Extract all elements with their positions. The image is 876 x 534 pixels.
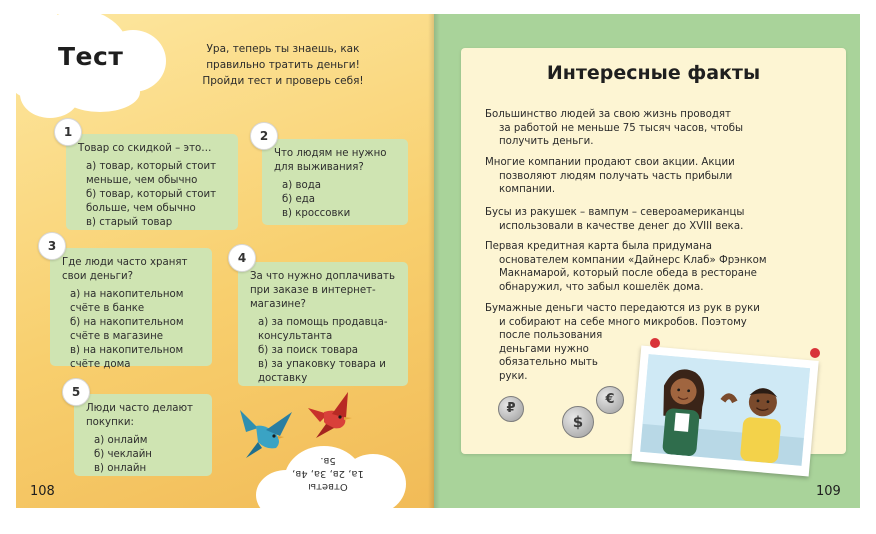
intro-line: правильно тратить деньги! — [206, 59, 360, 71]
answer-option: в) кроссовки — [282, 208, 351, 219]
blue-bird-icon — [236, 402, 298, 462]
question-number-1: 1 — [54, 118, 82, 146]
page-number-left: 108 — [30, 484, 55, 499]
question-card-5 — [74, 394, 212, 476]
question-text: Люди часто делают покупки: — [86, 403, 193, 428]
fact-line: и собирают на себе много микробов. Поэтому — [499, 316, 747, 328]
answer-option: а) за помощь продавца-консультанта — [258, 317, 388, 342]
fact-line: Многие компании продают свои акции. Акции — [485, 157, 735, 168]
answers-text — [266, 454, 390, 493]
fact-line: Большинство людей за свою жизнь проводят — [485, 109, 731, 120]
red-bird-icon — [302, 390, 364, 442]
fact-line: Макнамарой, который после обеда в ресторане — [499, 268, 757, 279]
ruble-coin-icon: ₽ — [498, 396, 524, 422]
fact-line: Первая кредитная карта была придумана — [485, 241, 713, 252]
fact-line: использовали в качестве денег до XVIII века. — [499, 220, 744, 232]
fact-line: позволяют людям получать часть прибыли — [499, 170, 733, 182]
intro-line: Пройди тест и проверь себя! — [202, 75, 364, 87]
answer-option: в) на накопительном счёте дома — [70, 345, 184, 370]
question-number-2: 2 — [250, 122, 278, 150]
answer-option: в) за упаковку товара и доставку — [258, 359, 386, 384]
question-card-2 — [262, 139, 408, 225]
fact-line: после пользования — [499, 330, 603, 341]
answer-option: б) товар, который стоит больше, чем обычно — [86, 189, 217, 214]
fact-line: Бусы из ракушек – вампум – североамериканцы — [485, 207, 745, 218]
pin-icon — [810, 348, 820, 358]
answer-option: б) еда — [282, 194, 316, 205]
fact-line: получить деньги. — [499, 136, 594, 147]
question-card-1 — [66, 134, 238, 230]
answer-option: в) онлайн — [94, 463, 147, 474]
answer-option: б) на накопительном счёте в магазине — [70, 317, 184, 342]
pin-icon — [650, 338, 660, 348]
question-number-5: 5 — [62, 378, 90, 406]
facts-title: Интересные факты — [546, 62, 761, 84]
kids-photo — [631, 345, 818, 476]
question-number-3: 3 — [38, 232, 66, 260]
test-title: Тест — [58, 42, 124, 71]
euro-coin-icon: € — [596, 386, 624, 414]
question-text: Товар со скидкой – это… — [78, 143, 212, 154]
fact-1 — [485, 108, 821, 149]
fact-line: деньгами нужно — [499, 343, 589, 355]
intro-line: Ура, теперь ты знаешь, как — [206, 43, 360, 55]
question-number-4: 4 — [228, 244, 256, 272]
fact-line: руки. — [499, 370, 528, 382]
fact-line: компании. — [499, 184, 556, 195]
dollar-coin-icon: $ — [562, 406, 594, 438]
fact-2 — [485, 156, 821, 197]
intro-text — [188, 41, 378, 89]
answer-option: а) вода — [282, 180, 321, 191]
fact-line: обязательно мыть — [499, 357, 598, 368]
fact-line: обнаружил, что забыл кошелёк дома. — [499, 281, 704, 293]
fact-line: Бумажные деньги часто передаются из рук в руки — [485, 303, 760, 314]
book-spine — [428, 14, 440, 508]
question-text: За что нужно доплачивать при заказе в интернет-магазине? — [250, 271, 395, 310]
page-number-right: 109 — [816, 484, 841, 499]
fact-3 — [485, 206, 821, 233]
answer-option: а) товар, который стоит меньше, чем обычно — [86, 161, 217, 186]
kids-illustration — [640, 354, 810, 466]
question-text: Где люди часто хранят свои деньги? — [62, 257, 188, 282]
fact-4 — [485, 240, 821, 294]
kids-image — [640, 354, 810, 466]
answer-option: в) старый товар — [86, 217, 173, 228]
question-card-4 — [238, 262, 408, 386]
question-text: Что людям не нужно для выживания? — [274, 148, 387, 173]
question-card-3 — [50, 248, 212, 370]
answers-line: 1а, 2в, 3а, 4в, — [292, 468, 364, 479]
answer-option: б) чеклайн — [94, 449, 152, 460]
answer-option: а) на накопительном счёте в банке — [70, 289, 184, 314]
answer-option: а) онлайм — [94, 435, 148, 446]
answers-label: Ответы — [308, 481, 348, 492]
answers-line: 5в. — [320, 455, 336, 466]
answer-option: б) за поиск товара — [258, 345, 359, 356]
fact-line: основателем компании «Дайнерс Клаб» Фрэнком — [499, 254, 767, 266]
fact-line: за работой не меньше 75 тысяч часов, чтобы — [499, 122, 744, 134]
